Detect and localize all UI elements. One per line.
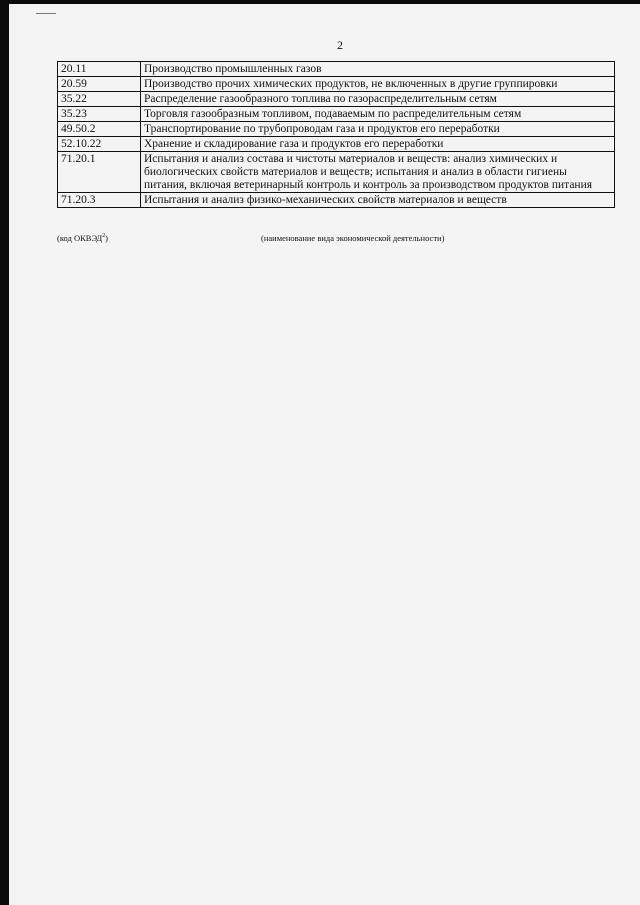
okved-code: 49.50.2 (58, 122, 141, 137)
scan-mark (36, 13, 56, 14)
okved-code: 35.23 (58, 107, 141, 122)
footnote-marker: 2 (102, 233, 106, 240)
activity-name: Испытания и анализ состава и чистоты материалов и веществ: анализ химических и биологических свойств материалов и веществ; испытания и анализ в области гигиены питания, включая ветеринарный контроль и контроль за производством продуктов питания (141, 152, 615, 193)
code-caption-label: (код ОКВЭД (57, 233, 103, 243)
page-number: 2 (337, 38, 343, 52)
okved-code: 52.10.22 (58, 137, 141, 152)
okved-code: 35.22 (58, 92, 141, 107)
name-caption: (наименование вида экономической деятельности) (261, 233, 445, 243)
code-caption-close: ) (105, 233, 108, 243)
activity-name: Транспортирование по трубопроводам газа и продуктов его переработки (141, 122, 615, 137)
okved-code: 71.20.3 (58, 193, 141, 208)
activity-name: Распределение газообразного топлива по газораспределительным сетям (141, 92, 615, 107)
activity-name: Испытания и анализ физико-механических свойств материалов и веществ (141, 193, 615, 208)
table-row (58, 92, 615, 107)
activity-name: Торговля газообразным топливом, подаваемым по распределительным сетям (141, 107, 615, 122)
table-row (58, 107, 615, 122)
okved-table (57, 61, 615, 208)
activity-name: Производство прочих химических продуктов, не включенных в другие группировки (141, 77, 615, 92)
activity-name: Хранение и складирование газа и продуктов его переработки (141, 137, 615, 152)
okved-code: 20.59 (58, 77, 141, 92)
activity-name: Производство промышленных газов (141, 62, 615, 77)
scan-border-top (0, 0, 640, 4)
table-row (58, 137, 615, 152)
table-row (58, 193, 615, 208)
table-row (58, 152, 615, 193)
okved-code: 20.11 (58, 62, 141, 77)
scan-border-left (0, 0, 9, 905)
table-row (58, 62, 615, 77)
table-row (58, 77, 615, 92)
table-row (58, 122, 615, 137)
code-caption (57, 233, 108, 243)
okved-code: 71.20.1 (58, 152, 141, 193)
